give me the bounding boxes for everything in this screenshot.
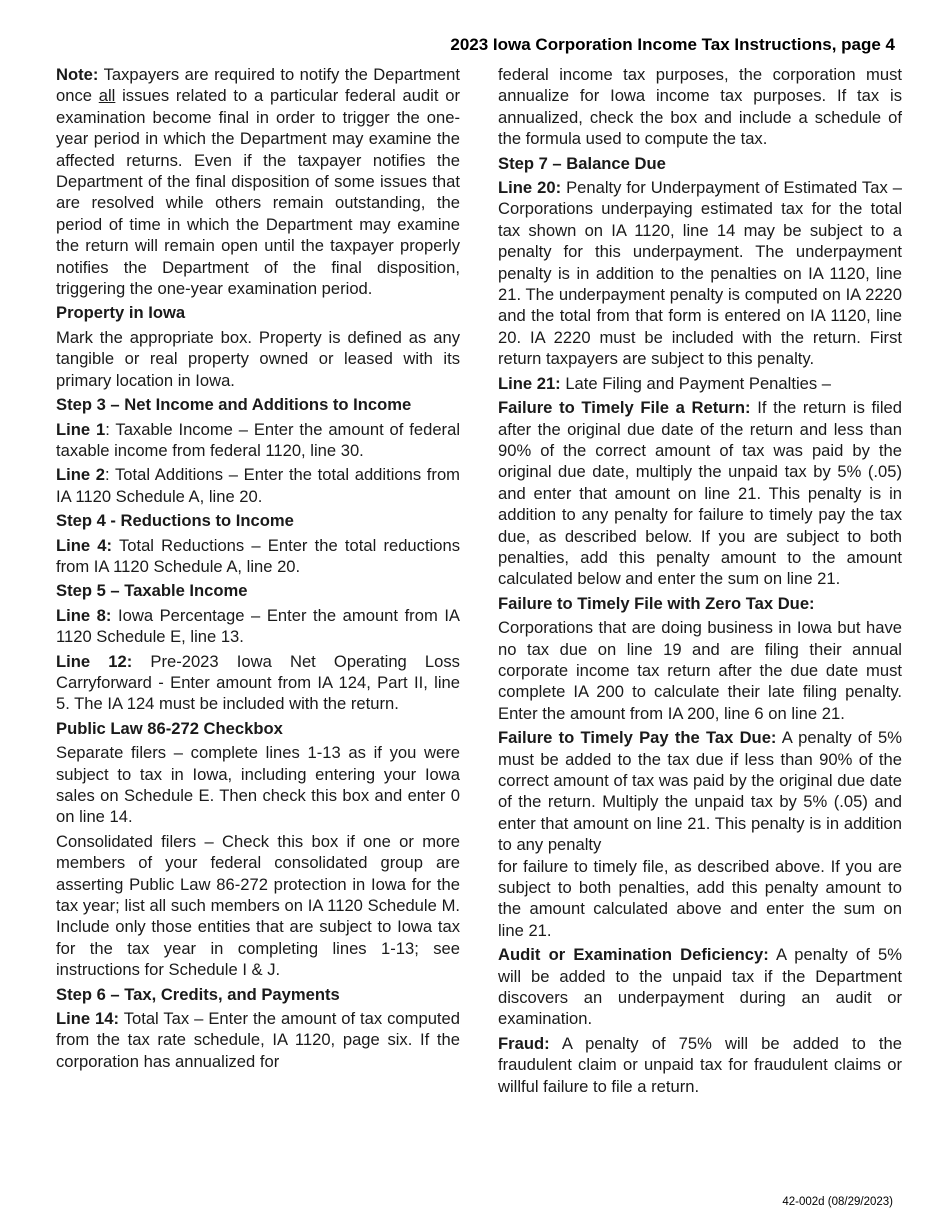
consolidated-filers-paragraph: Consolidated filers – Check this box if one or more members of your federal consolidated group are asserting Public Law 86-272 protection in Iowa for the tax year; list all such members on IA 1120 Schedule M. Include only those entities that are subject to Iowa tax for the tax year in completing lines 1-13; see instructions for Schedule I & J. [56, 831, 460, 980]
note-paragraph: Note: Taxpayers are required to notify the Department once all issues related to a particular federal audit or examination become final in order to trigger the one-year period in which the Department may examine the affected returns. Even if the taxpayer notifies the Department of the final disposition of some issues that are resolved while others remain outstanding, the period of time in which the Department may examine the return will remain open until the taxpayer properly notifies the Department of the final disposition, triggering the one-year examination period. [56, 65, 461, 299]
section-heading-step4: Step 4 - Reductions to Income [56, 511, 294, 531]
line12-paragraph: Line 12: Pre-2023 Iowa Net Operating Loss Carryforward - Enter amount from IA 124, Part II, line 5. The IA 124 must be included with the return. [56, 651, 460, 714]
line20-paragraph: Line 20: Penalty for Underpayment of Estimated Tax – Corporations underpaying estimated tax for the total tax shown on IA 1120, line 14 may be subject to a penalty for this underpayment. The underpayment penalty is in addition to the penalties on IA 1120, line 21. The underpayment penalty is computed on IA 2220 and the total from that form is entered on IA 1120, line 20. IA 2220 must be included with the return. First return taxpayers are subject to this penalty. [498, 178, 902, 369]
form-id-footer: 42-002d (08/29/2023) [782, 1196, 893, 1208]
line2-paragraph: Line 2: Total Additions – Enter the total additions from IA 1120 Schedule A, line 20. [56, 465, 460, 506]
property-paragraph: Mark the appropriate box. Property is defined as any tangible or real property owned or leased with its primary location in Iowa. [56, 327, 460, 390]
section-heading-zero-tax: Failure to Timely File with Zero Tax Due: [498, 593, 815, 613]
fraud-paragraph: Fraud: A penalty of 75% will be added to the fraudulent claim or unpaid tax for fraudulent claims or willful failure to file a return. [498, 1033, 902, 1096]
line14-continuation-paragraph: federal income tax purposes, the corporation must annualize for Iowa income tax purposes. If tax is annualized, check the box and include a schedule of the formula used to compute the tax. [498, 65, 902, 149]
zero-tax-paragraph: Corporations that are doing business in Iowa but have no tax due on line 19 and are filing their annual corporate income tax return after the due date must complete IA 200 to calculate their late filing penalty. Enter the amount from IA 200, line 6 on line 21. [498, 618, 902, 723]
line14-paragraph: Line 14: Total Tax – Enter the amount of tax computed from the tax rate schedule, IA 1120, page six. If the corporation has annualized for [56, 1009, 460, 1071]
failure-to-pay-paragraph: Failure to Timely Pay the Tax Due: A penalty of 5% must be added to the tax due if less than 90% of the correct amount of tax was paid by the original due date of the return. Multiply the unpaid tax by 5% (.05) and enter that amount on line 21. This penalty is in addition to any penalty [498, 728, 902, 855]
note-label: Note: [56, 65, 99, 84]
page-header-title: 2023 Iowa Corporation Income Tax Instructions, page 4 [450, 35, 895, 54]
section-heading-property: Property in Iowa [56, 303, 186, 323]
separate-filers-paragraph: Separate filers – complete lines 1-13 as if you were subject to tax in Iowa, including entering your Iowa sales on Schedule E. Then check this box and enter 0 on line 14. [56, 743, 460, 827]
section-heading-step7: Step 7 – Balance Due [498, 153, 666, 173]
right-column [498, 64, 902, 1100]
line4-paragraph: Line 4: Total Reductions – Enter the total reductions from IA 1120 Schedule A, line 20. [56, 535, 461, 576]
line1-paragraph: Line 1: Taxable Income – Enter the amount of federal taxable income from federal 1120, line 30. [56, 419, 461, 460]
line21-paragraph: Line 21: Late Filing and Payment Penalties – [498, 373, 831, 393]
section-heading-public-law: Public Law 86-272 Checkbox [56, 718, 283, 738]
failure-to-file-paragraph: Failure to Timely File a Return: If the return is filed after the original due date of the return and less than 90% of the correct amount of tax was paid by the original due date, multiply the unpaid tax by 5% (.05) and enter that amount on line 21. This penalty is in addition to any penalty for failure to timely pay the tax due, as described below. If you are subject to both penalties, add this penalty amount to the amount calculated below and enter the sum on line 21. [498, 398, 902, 589]
audit-deficiency-paragraph: Audit or Examination Deficiency: A penalty of 5% will be added to the unpaid tax if the Department discovers an underpayment during an audit or examination. [498, 945, 902, 1029]
line8-paragraph: Line 8: Iowa Percentage – Enter the amount from IA 1120 Schedule E, line 13. [56, 605, 460, 647]
failure-to-pay-continuation: for failure to timely file, as described above. If you are subject to both penalties, add this penalty amount to the amount calculated above and enter the sum on line 21. [498, 856, 902, 940]
section-heading-step6: Step 6 – Tax, Credits, and Payments [56, 984, 340, 1004]
left-column [56, 64, 460, 1075]
section-heading-step3: Step 3 – Net Income and Additions to Income [56, 395, 412, 415]
section-heading-step5: Step 5 – Taxable Income [56, 581, 248, 601]
